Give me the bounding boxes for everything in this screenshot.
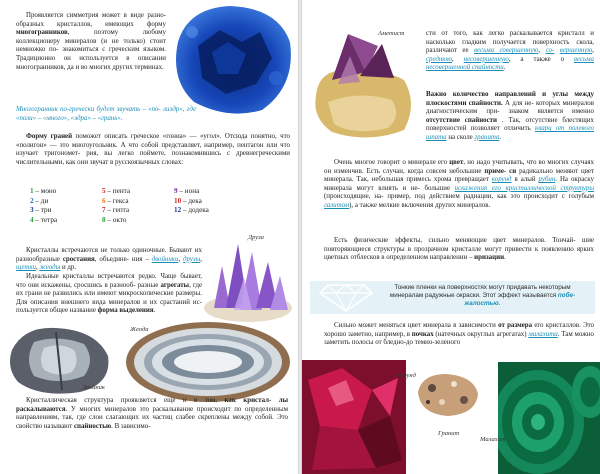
intro-line-6: он используется в описании многогранников, да (16, 54, 166, 71)
intro-line-2: образных кристаллов, имеющих форму (16, 20, 166, 28)
right-page (302, 0, 600, 474)
corundum-label: Корунд (396, 372, 416, 379)
corundum-link[interactable]: корунд (491, 176, 512, 184)
corundum-image (302, 360, 406, 474)
granite-link[interactable]: гранита (474, 133, 500, 141)
iridescence-term: иризации (474, 254, 505, 262)
structure-distortion-link[interactable]: искажения его кристаллической структуры (454, 184, 594, 192)
imperfect-link[interactable]: несовершенную (463, 55, 509, 63)
how-crystals-split-term: как кристал- (224, 397, 272, 404)
greek-numerals (30, 187, 246, 224)
druze-image (200, 232, 295, 324)
faces-line-1: поможет описать греческое «гониа» — (72, 133, 197, 140)
amethyst-label: Аметист (378, 30, 405, 37)
polyhedra-term: многогранников (16, 29, 68, 37)
size-term: от размера (498, 322, 533, 329)
medium-link[interactable]: среднюю (426, 55, 453, 63)
granite-label: Гранит (438, 430, 460, 437)
numeral-10: 10 – дека (174, 196, 202, 205)
faces-paragraph (16, 133, 290, 167)
iridescence-paragraph: Есть физические эффекты, сильно меняющие цвет минералов. Тончай- шие повторяющиеся структуры в прозрачном кристалле могут привести к появлению ярких цветных отблесков в определенном направлении – иризации. (324, 237, 594, 262)
malachite-image (498, 362, 600, 474)
twin-label: Двойник (82, 384, 105, 391)
amethyst-image (308, 26, 420, 144)
left-page (0, 0, 298, 474)
intro-paragraph (16, 12, 166, 72)
numeral-6: 6 – гекса (102, 196, 129, 205)
geodes-link[interactable]: жеоды (39, 264, 61, 272)
tarnish-note-box (310, 281, 595, 314)
numeral-7: 7 – гепта (102, 206, 130, 215)
tarnish-term: побе- (557, 292, 576, 299)
cleavage-term: спайностью (73, 422, 112, 430)
halite-link[interactable]: галитом (324, 201, 350, 209)
quote-line-2: лиэдр», где «поли» – «много», «эдра» – «грань». (16, 106, 196, 122)
azurite-geode-image (168, 2, 296, 118)
cleavage-types-paragraph: сти от того, как легко раскалывается кристалл и насколько гладким получается поверхность скола, различают ее весьма совершенную, со- вершенную, среднюю, несовершенную, а также о весьма несовершенной спайности. (426, 30, 594, 72)
geode-label: Жеода (130, 326, 149, 333)
perfect-link[interactable]: со- (545, 47, 555, 55)
intro-line-3: , поэтому любому коллекционеру (16, 29, 166, 45)
numeral-2: 2 – ди (30, 196, 49, 205)
intro-line-4: минералов (и не только) стоит немножко по- (16, 37, 166, 54)
intro-line-5: знакомиться с греческим языком. Традиционно (16, 46, 166, 62)
diamond-icon (318, 283, 374, 313)
intro-line-7: и во многих других терминах. (75, 63, 164, 71)
quartz-feldspar-link[interactable]: кварц от полевого шпата (426, 125, 594, 141)
malachite-label: Малахит (480, 436, 506, 443)
impurities-term: приме- (484, 167, 507, 175)
granite-image (414, 370, 482, 418)
aggregates-paragraph: Идеальные кристаллы встречаются редко. Чаще бывает, что они искажены, сросшись в разнооб- разные агрегаты, где их грани не развились или имеют микроскопические размеры. Для описания внешнего вида минералов и их срастаний ис- пользуется общее название форма выделения. (16, 273, 203, 315)
tarnish-note-text: Тонкие пленки на поверхностях могут придавать некоторым минералам радужные окраски. Этот эффект называется побе- жалостью. (389, 284, 576, 307)
faces-line-3: А что собой представляет, например, пентагон или что изучает тригономет- (16, 141, 291, 158)
faces-line-4: рия, вы легко поймете, познакомившись с древнегреческими числительными, (16, 150, 290, 166)
form-of-segregation-term: форма выделения (97, 307, 154, 315)
brushes-link[interactable]: щетки (16, 264, 36, 272)
druzes-link[interactable]: друзы (183, 255, 201, 263)
faces-line-5: как они звучат в русскоязычных словах: (65, 158, 184, 166)
numeral-8: 8 – окто (102, 215, 127, 224)
intergrowth-term: сростания (62, 255, 95, 263)
malachite-link[interactable]: малахита (528, 330, 558, 338)
kidneys-term: почках (411, 330, 434, 338)
color-term: цвет (449, 159, 464, 166)
no-cleavage-term: отсутствие спайности (426, 116, 498, 124)
cleavage-directions-paragraph: Важно количество направлений и углы между плоскостями спайности. А для не- которых минералов диагностическим при- знаком является именно отсутствие спайности . Так, отсутствие блестящих поверхностей позволяет отличить кварц от полевого шпата на сколе гранита. (426, 91, 594, 141)
faces-term: Форму граней (26, 133, 73, 140)
aggregates-term: агрегаты (160, 281, 190, 289)
numeral-5: 5 – пента (102, 187, 131, 195)
faces-line-2: «угол». Отсюда понятно, что «полигон» — это многоугольник. (16, 133, 290, 149)
crystal-size-paragraph: Сильно может меняться цвет минерала в зависимости от размера его кристаллов. Это хорошо заметно, например, в почках (натечных округлых агрегатах) малахита. Там можно заметить полосы от бледно-до темно-зеленого (324, 322, 594, 347)
numeral-12: 12 – додека (174, 206, 209, 215)
intro-line-1: Проявляется симметрия может в виде разно- (26, 12, 166, 19)
twins-link[interactable]: двойники (151, 255, 179, 263)
very-perfect-link[interactable]: весьма совершенную (474, 47, 539, 55)
greek-quote (16, 106, 196, 123)
very-imperfect-link[interactable]: весьма несовершенной спайности (426, 55, 594, 72)
intergrowth-paragraph: Кристаллы встречаются не только одиночные. Бывают их разнообразные сростания, объедине- ния – двойники, друзы, щетки, жеоды и др. (16, 247, 202, 272)
quote-line-1: Многогранник по-гречески будет звучать – «по- (16, 106, 161, 113)
cleavage-directions-heading: Важно количество направлений и углы (426, 91, 568, 98)
color-paragraph: Очень многое говорит о минерале его цвет, но надо учитывать, что во многих случаях он изменчив. Есть случаи, когда совсем небольшие приме- си радикально меняют цвет минерала. Так, небольшая примесь хрома превращает корунд в алый рубин. На окраску минерала могут влиять и не- большие искажения его кристаллической структуры (происходящие, на- пример, под действием радиации, как это происходит с голубым галитом), а также мелкие включения других минералов. (324, 159, 595, 209)
druze-label: Друза (248, 234, 264, 241)
numeral-1: 1 – моно (30, 187, 57, 195)
numeral-4: 4 – тетра (30, 215, 58, 224)
numeral-9: 9 – нона (174, 187, 200, 195)
numeral-3: 3 – три (30, 206, 52, 215)
cleavage-intro-paragraph: Кристаллическая структура проявляется еще и в том, как кристал- лы раскалываются. У многих минералов это раскалывание происходит по определенным направлениям, так, где слои слагающих их частиц слабее скреплены между собой. Это свойство называют спайностью. В зависимо- (16, 397, 288, 430)
ruby-link[interactable]: рубин (538, 176, 556, 184)
